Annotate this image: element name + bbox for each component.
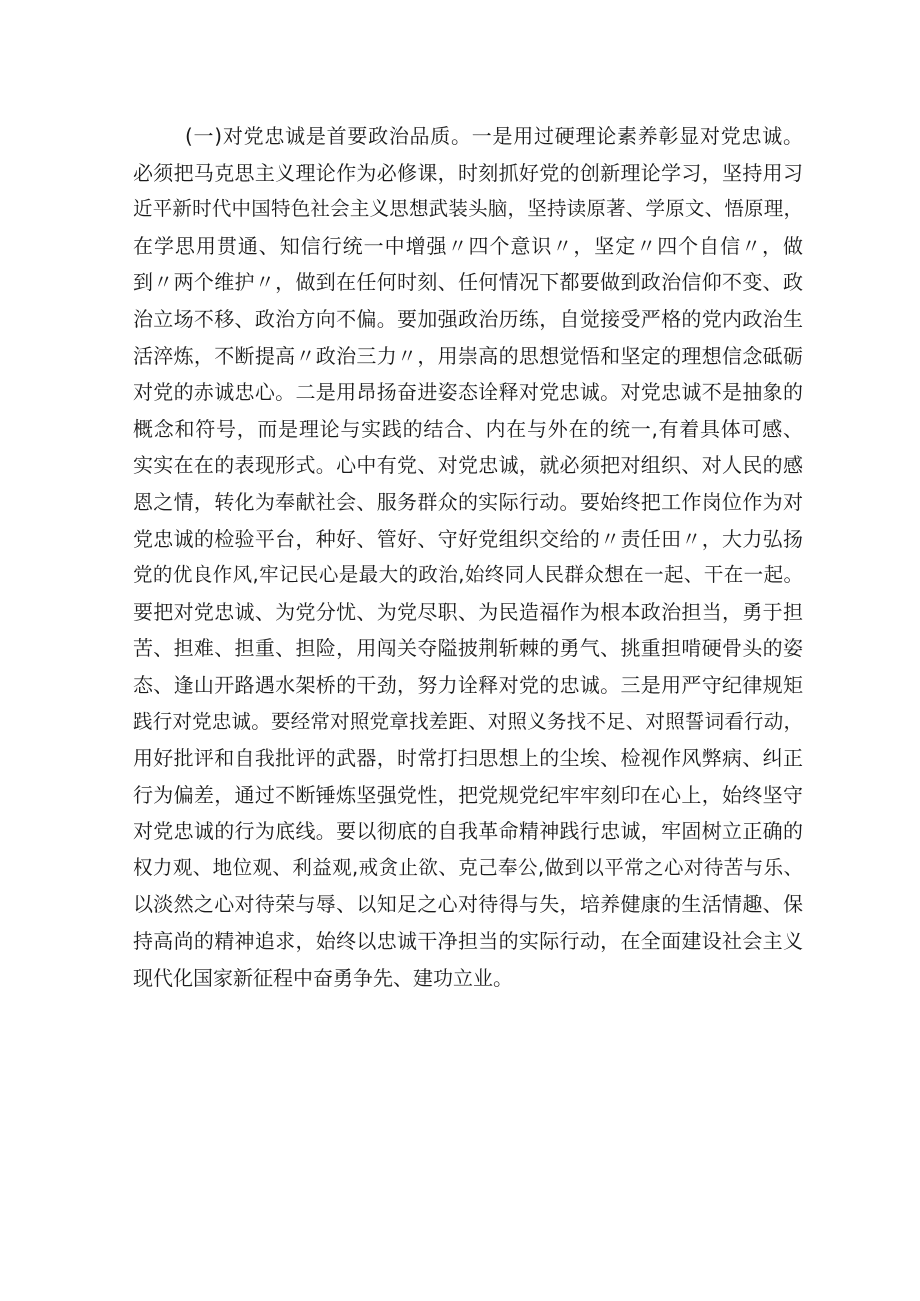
text-line: 以淡然之心对待荣与辱、以知足之心对待得与失，培养健康的生活情趣、保 — [133, 892, 803, 917]
text-line: (一)对党忠诚是首要政治品质。一是用过硬理论素养彰显对党忠诚。 — [185, 124, 803, 148]
text-line: 践行对党忠诚。要经常对照党章找差距、对照义务找不足、对照誓词看行动， — [133, 709, 803, 733]
text-line: 近平新时代中国特色社会主义思想武装头脑，坚持读原著、学原文、悟原理， — [133, 197, 803, 221]
text-line: 到〃两个维护〃，做到在任何时刻、任何情况下都要做到政治信仰不变、政 — [133, 270, 803, 295]
text-line: 现代化国家新征程中奋勇争先、建功立业。 — [133, 965, 513, 990]
text-line: 活淬炼，不断提高〃政治三力〃，用崇高的思想觉悟和坚定的理想信念砥砺 — [133, 343, 803, 368]
text-line: 党的优良作风,牢记民心是最大的政治,始终同人民群众想在一起、干在一起。 — [133, 563, 803, 587]
text-line: 治立场不移、政治方向不偏。要加强政治历练，自觉接受严格的党内政治生 — [133, 306, 803, 331]
text-line: 行为偏差，通过不断锤炼坚强党性，把党规党纪牢牢刻印在心上，始终坚守 — [133, 782, 803, 807]
text-line: 在学思用贯通、知信行统一中增强〃四个意识〃，坚定〃四个自信〃，做 — [133, 233, 803, 258]
text-line: 恩之情，转化为奉献社会、服务群众的实际行动。要始终把工作岗位作为对 — [133, 489, 803, 514]
text-line: 对党忠诚的行为底线。要以彻底的自我革命精神践行忠诚，牢固树立正确的 — [133, 819, 803, 844]
text-line: 要把对党忠诚、为党分忧、为党尽职、为民造福作为根本政治担当，勇于担 — [133, 599, 803, 624]
text-line: 持高尚的精神追求，始终以忠诚干净担当的实际行动，在全面建设社会主义 — [133, 929, 803, 954]
text-line: 苦、担难、担重、担险，用闯关夺隘披荆斩棘的勇气、挑重担啃硬骨头的姿 — [133, 636, 803, 661]
text-line: 权力观、地位观、利益观,戒贪止欲、克己奉公,做到以平常之心对待苦与乐、 — [133, 855, 803, 879]
text-line: 态、逢山开路遇水架桥的干劲，努力诠释对党的忠诚。三是用严守纪律规矩 — [133, 672, 803, 697]
text-line: 实实在在的表现形式。心中有党、对党忠诚，就必须把对组织、对人民的感 — [133, 453, 803, 478]
body-paragraph — [133, 118, 803, 996]
text-line: 概念和符号，而是理论与实践的结合、内在与外在的统一,有着具体可感、 — [133, 416, 803, 441]
text-line: 党忠诚的检验平台，种好、管好、守好党组织交给的〃责任田〃，大力弘扬 — [133, 526, 803, 551]
text-line: 必须把马克思主义理论作为必修课，时刻抓好党的创新理论学习，坚持用习 — [133, 160, 803, 185]
text-line: 用好批评和自我批评的武器，时常打扫思想上的尘埃、检视作风弊病、纠正 — [133, 746, 803, 771]
text-line: 对党的赤诚忠心。二是用昂扬奋进姿态诠释对党忠诚。对党忠诚不是抽象的 — [133, 380, 803, 405]
